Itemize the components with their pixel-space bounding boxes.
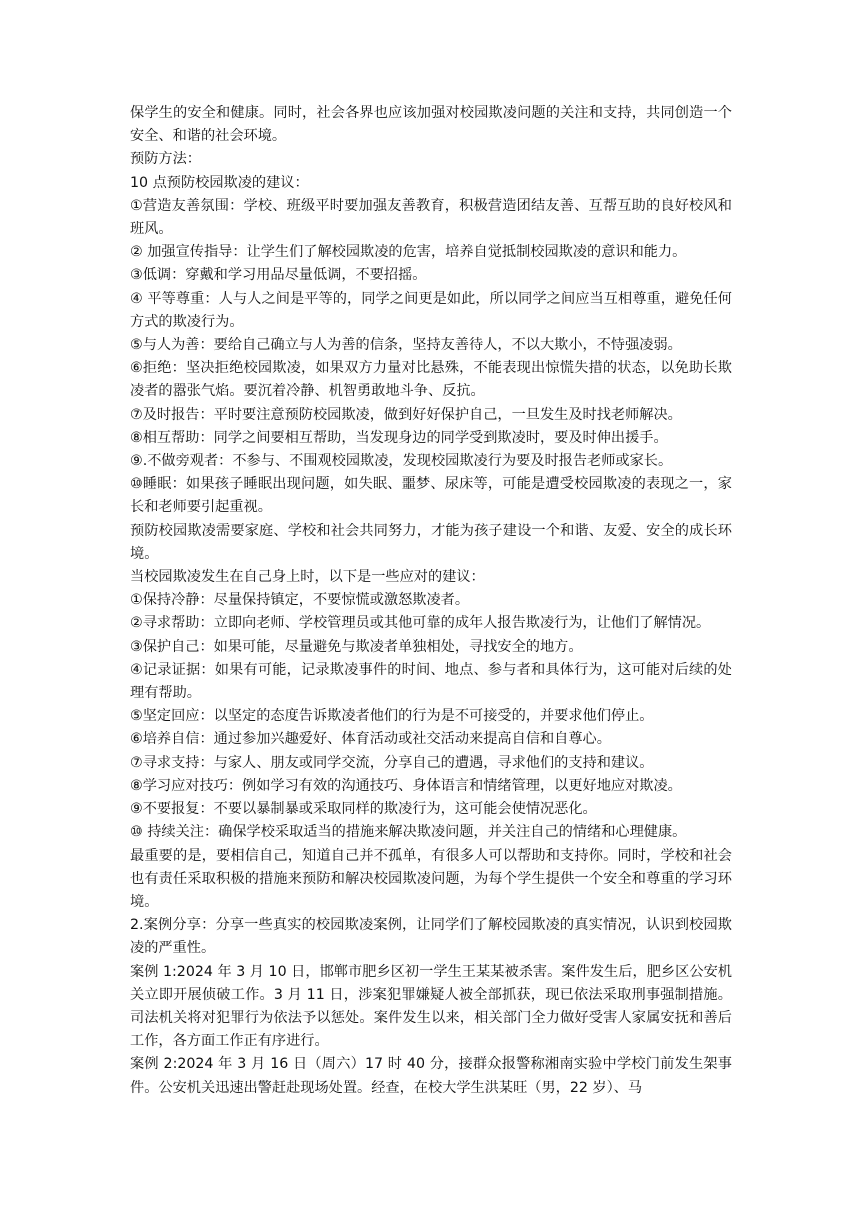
list-item: ⑦及时报告：平时要注意预防校园欺凌，做到好好保护自己，一旦发生及时找老师解决。 xyxy=(130,406,682,423)
list-item: ⑤坚定回应：以坚定的态度告诉欺凌者他们的行为是不可接受的，并要求他们停止。 xyxy=(130,708,654,725)
list-item: ③低调：穿戴和学习用品尽量低调，不要招摇。 xyxy=(130,267,427,284)
list-item: ⑨不要报复：不要以暴制暴或采取同样的欺凌行为，这可能会使情况恶化。 xyxy=(130,801,597,818)
case-paragraph: 案例 2:2024 年 3 月 16 日（周六）17 时 40 分，接群众报警称湘南实验中学校门前发生架事件。公安机关迅速出警赶赴现场处置。经查，在校大学生洪某旺（男，22 岁）、马 xyxy=(130,1056,732,1096)
section-heading-prevention: 预防方法： xyxy=(130,151,201,168)
list-item: ⑧学习应对技巧：例如学习有效的沟通技巧、身体语言和情绪管理，以更好地应对欺凌。 xyxy=(130,777,682,794)
list-item: ⑥培养自信：通过参加兴趣爱好、体育活动或社交活动来提高自信和自尊心。 xyxy=(130,731,611,748)
list-item: ①营造友善氛围：学校、班级平时要加强友善教育，积极营造团结友善、互帮互助的良好校风和班风。 xyxy=(130,197,732,238)
list-item: ⑨.不做旁观者：不参与、不围观校园欺凌，发现校园欺凌行为要及时报告老师或家长。 xyxy=(130,453,673,470)
paragraph: 保学生的安全和健康。同时，社会各界也应该加强对校园欺凌问题的关注和支持，共同创造一个安全、和谐的社会环境。 xyxy=(130,105,732,145)
list-item: ⑦寻求支持：与家人、朋友或同学交流，分享自己的遭遇，寻求他们的支持和建议。 xyxy=(130,754,654,771)
list-item: ⑧相互帮助：同学之间要相互帮助，当发现身边的同学受到欺凌时，要及时伸出援手。 xyxy=(130,429,668,446)
case-paragraph: 案例 1:2024 年 3 月 10 日，邯郸市肥乡区初一学生王某某被杀害。案件发生后，肥乡区公安机关立即开展侦破工作。3 月 11 日，涉案犯罪嫌疑人被全部抓获，现已依法采取刑事强制措施。司法机关将对犯罪行为依法予以惩处。案件发生以来，相关部门全力做好受害人家属安抚和善后工作，各方面工作正有序进行。 xyxy=(130,963,732,1050)
list-item: ②寻求帮助：立即向老师、学校管理员或其他可靠的成年人报告欺凌行为，让他们了解情况。 xyxy=(130,615,711,632)
list-item: ⑤与人为善：要给自己确立与人为善的信条，坚持友善待人，不以大欺小，不恃强凌弱。 xyxy=(130,337,682,354)
paragraph: 预防校园欺凌需要家庭、学校和社会共同努力，才能为孩子建设一个和谐、友爱、安全的成长环境。 xyxy=(130,522,732,562)
paragraph: 最重要的是，要相信自己，知道自己并不孤单，有很多人可以帮助和支持你。同时，学校和社会也有责任采取积极的措施来预防和解决校园欺凌问题，为每个学生提供一个安全和尊重的学习环境。 xyxy=(130,847,732,910)
section-heading-case-sharing: 2.案例分享：分享一些真实的校园欺凌案例，让同学们了解校园欺凌的真实情况，认识到校园欺凌的严重性。 xyxy=(130,917,732,957)
paragraph: 当校园欺凌发生在自己身上时，以下是一些应对的建议： xyxy=(130,569,485,586)
list-item: ④记录证据：如果有可能，记录欺凌事件的时间、地点、参与者和具体行为，这可能对后续的处理有帮助。 xyxy=(130,661,732,702)
list-item: ③保护自己：如果可能，尽量避免与欺凌者单独相处，寻找安全的地方。 xyxy=(130,638,583,655)
paragraph: 10 点预防校园欺凌的建议： xyxy=(130,174,309,191)
list-item: ④ 平等尊重：人与人之间是平等的，同学之间更是如此，所以同学之间应当互相尊重，避免任何方式的欺凌行为。 xyxy=(130,290,732,330)
document-page xyxy=(130,102,732,1100)
list-item: ①保持冷静：尽量保持镇定，不要惊慌或激怒欺凌者。 xyxy=(130,592,470,609)
list-item: ⑩睡眠：如果孩子睡眠出现问题，如失眠、噩梦、尿床等，可能是遭受校园欺凌的表现之一，家长和老师要引起重视。 xyxy=(130,476,732,516)
list-item: ⑩ 持续关注：确保学校采取适当的措施来解决欺凌问题，并关注自己的情绪和心理健康。 xyxy=(130,824,687,841)
list-item: ⑥拒绝：坚决拒绝校园欺凌，如果双方力量对比悬殊，不能表现出惊慌失措的状态，以免助长欺凌者的嚣张气焰。要沉着冷静、机智勇敢地斗争、反抗。 xyxy=(130,360,732,400)
list-item: ② 加强宣传指导：让学生们了解校园欺凌的危害，培养自觉抵制校园欺凌的意识和能力。 xyxy=(130,244,687,261)
